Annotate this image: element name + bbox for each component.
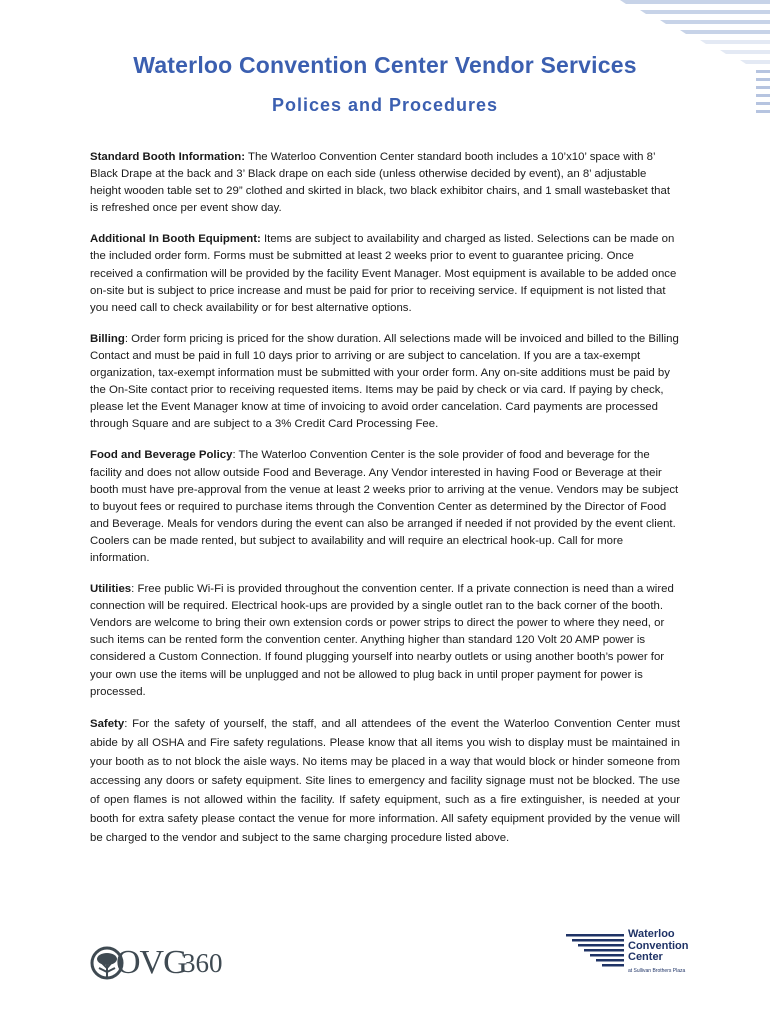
section-label: Billing (90, 332, 125, 345)
wcc-tagline: at Sullivan Brothers Plaza (628, 968, 686, 974)
page-subtitle: Polices and Procedures (271, 95, 499, 115)
ovg-number-text: 360 (182, 948, 223, 978)
section-label: Additional In Booth Equipment: (90, 233, 261, 246)
wcc-logo (566, 928, 696, 988)
ovg360-logo (90, 936, 230, 986)
policy-sections (90, 149, 680, 862)
section-label: Standard Booth Information: (90, 151, 246, 163)
section-label: Safety (90, 717, 125, 730)
wcc-line1: Waterloo (628, 928, 675, 940)
section-label: Food and Beverage Policy (90, 449, 233, 462)
section-text: : Free public Wi-Fi is provided throughout the convention center. If a private connection is need than a wired connection will be required. Electrical hook-ups are provided by a single outlet ran to the back corner of the booth. Vendors are welcome to bring their own extension cords or power strips to direct the power to where they need, or such items can be rented form the convention center. Anything higher than standard 120 Volt 20 AMP power is considered a Custom Connection. If found plugging yourself into nearby outlets or using another booth’s power for your own use the items will be unplugged and not be allowed to plug back in until proper payment for power is processed. (90, 583, 674, 698)
wcc-name (628, 929, 689, 964)
section-additional-equipment (90, 231, 680, 316)
section-text: The Waterloo Convention Center standard booth includes a 10’x10’ space with 8’ Black Drape at the back and 3’ Black drape on each side (unless otherwise decided by event), an 8’ adjustable height wooden table set to 29” clothed and skirted in black, two black exhibitor chairs, and 1 small wastebasket that is refreshed once per event show day. (90, 151, 670, 215)
wcc-line2: Convention (628, 939, 689, 952)
wcc-line3: Center (628, 951, 663, 963)
section-text: : The Waterloo Convention Center is the sole provider of food and beverage for the facility and does not allow outside Food and Beverage. Any Vendor interested in having Food or Beverage at their booth must have pre-approval from the venue at least 2 weeks prior to arriving at the venue. Vendors may be subject to buyout fees or required to purchase items through the Convention Center as determined by the Director of Food and Beverage. Meals for vendors during the event can also be arranged if needed if not provided by the event client. Coolers can be made rented, but subject to availability and will require an electrical hook-up. Call for more information. (90, 449, 679, 564)
section-standard-booth (90, 149, 680, 217)
section-utilities (90, 581, 680, 701)
wcc-stripes-icon (566, 934, 626, 972)
section-text: : Order form pricing is priced for the show duration. All selections made will be invoiced and billed to the Billing Contact and must be paid in full 10 days prior to arriving or are subject to cancelation. If you are a tax-exempt organization, tax-exempt information must be submitted with your order form. Any on-site additions must be paid by the On-Site contact prior to receiving requested items. Items may be paid by check or via card. If paying by check, please let the Event Manager know at time of invoicing to avoid order cancelation. Card payments are processed through Square and are subject to a 3% Credit Card Processing Fee. (90, 332, 679, 431)
section-text: : For the safety of yourself, the staff, and all attendees of the event the Waterloo Convention Center must abide by all OSHA and Fire safety regulations. Please know that all items you wish to display must be maintained in your booth as to not block the aisle ways. No items may be placed in a way that would block or hinder someone from accessing any doors or safety equipment. Site lines to emergency and facility signage must not be blocked. The use of open flames is not allowed within the facility. If safety equipment, such as a fire extinguisher, is needed at your booth for extra safety please contact the venue for more information. All safety equipment provided by the venue will be charged to the vendor and subject to the same charging procedure listed above. (90, 717, 680, 845)
page-title: Waterloo Convention Center Vendor Services (133, 52, 637, 78)
section-billing (90, 331, 680, 434)
ovg-brand-text: OVG (116, 944, 187, 981)
section-food-beverage (90, 447, 680, 567)
section-text: Items are subject to availability and charged as listed. Selections can be made on the included order form. Forms must be submitted at least 2 weeks prior to event to guarantee pricing. Once received a confirmation will be provided by the facility Event Manager. Most equipment is available to be added once on-site but is subject to price increase and must be paid for prior to receiving service. If equipment is not listed that you need call to check availability or for best alternative options. (90, 233, 677, 314)
section-label: Utilities (90, 583, 132, 596)
section-safety (90, 715, 680, 849)
